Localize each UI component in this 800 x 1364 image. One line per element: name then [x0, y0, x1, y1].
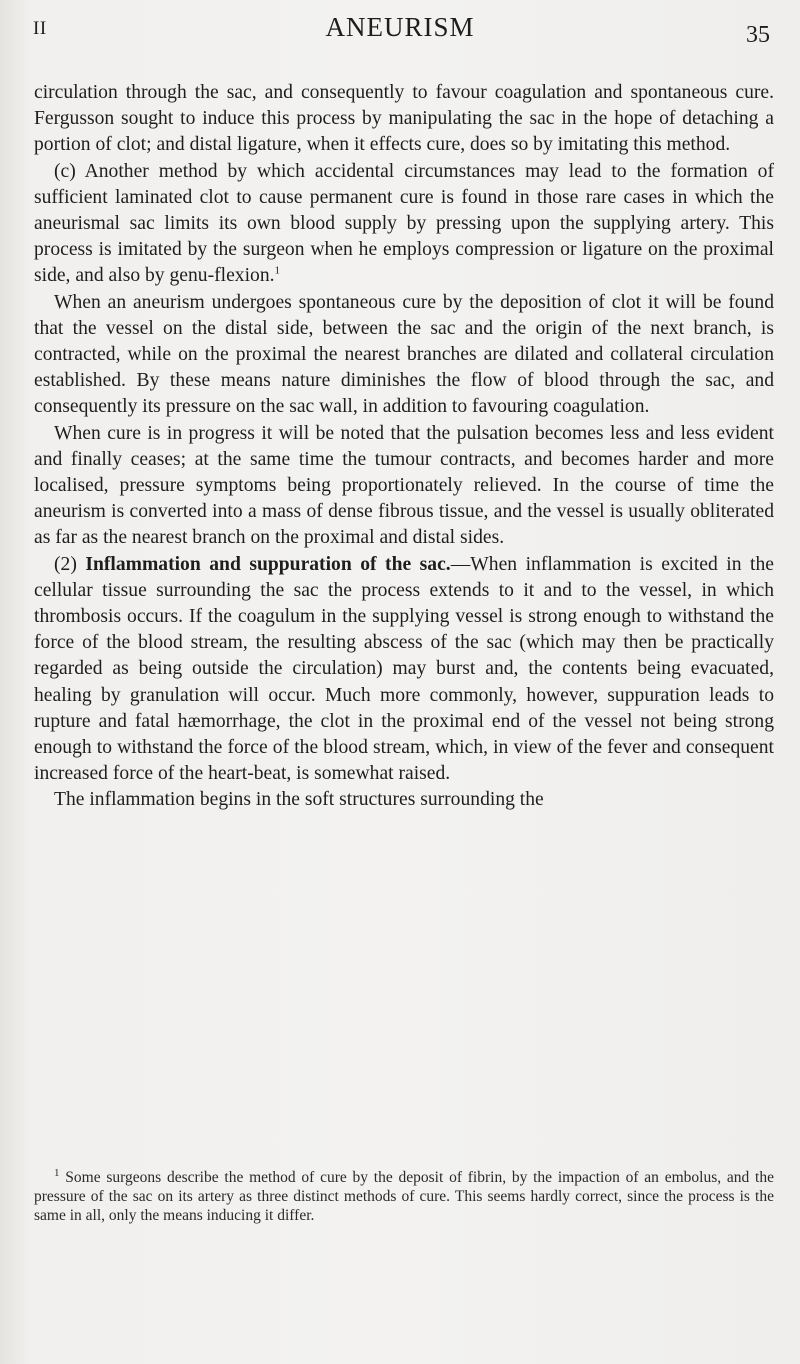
paragraph [34, 290, 774, 421]
page-number: 35 [746, 22, 770, 48]
footnote-text: Some surgeons describe the method of cure by the deposit of fibrin, by the impaction of an embolus, and the pressure of the sac on its artery as three distinct methods of cure. This seems hardly correct, since the process is the same in all, only the means inducing it differ. [34, 1169, 774, 1224]
page-header [0, 12, 800, 56]
paragraph [34, 80, 774, 159]
section-heading: Inflammation and suppuration of the sac. [85, 553, 451, 575]
paragraph [34, 159, 774, 290]
paragraph-text: When cure is in progress it will be noted that the pulsation becomes less and less evident and finally ceases; at the same time the tumour contracts, and becomes harder and more localised, pressure symptoms being proportionately relieved. In the course of time the aneurism is converted into a mass of dense fibrous tissue, and the vessel is usually obliterated as far as the nearest branch on the proximal and distal sides. [34, 422, 774, 549]
section-number: (2) [54, 553, 86, 575]
paragraph-text: —When inflammation is excited in the cellular tissue surrounding the sac the process extends to it and to the vessel, in which thrombosis occurs. If the coagulum in the supplying vessel is strong enough to withstand the force of the blood stream, the resulting abscess of the sac (which may then be practically regarded as being outside the circulation) may burst and, the contents being evacuated, healing by granulation will occur. Much more commonly, however, suppuration leads to rupture and fatal hæmorrhage, the clot in the proximal end of the vessel not being strong enough to withstand the force of the blood stream, which, in view of the fever and consequent increased force of the heart-beat, is somewhat raised. [34, 553, 774, 785]
paragraph-text: The inflammation begins in the soft structures surrounding the [54, 789, 544, 811]
paragraph-text: When an aneurism undergoes spontaneous cure by the deposition of clot it will be found that the vessel on the distal side, between the sac and the origin of the next branch, is contracted, while on the proximal the nearest branches are dilated and collateral circulation established. By these means nature diminishes the flow of blood through the sac, and consequently its pressure on the sac wall, in addition to favouring coagulation. [34, 291, 774, 418]
paragraph [34, 787, 774, 813]
paragraph [34, 552, 774, 788]
paragraph-text: (c) Another method by which accidental circumstances may lead to the formation of sufficient laminated clot to cause permanent cure is found in those rare cases in which the aneurismal sac limits its own blood supply by pressing upon the supplying artery. This process is imitated by the surgeon when he employs compression or ligature on the proximal side, and also by genu-flexion. [34, 160, 774, 287]
footnote [34, 1168, 774, 1225]
paragraph-text: circulation through the sac, and consequently to favour coagulation and spontaneous cure. Fergusson sought to induce this process by manipulating the sac in the hope of detaching a portion of clot; and distal ligature, when it effects cure, does so by imitating this method. [34, 82, 774, 156]
paragraph [34, 421, 774, 552]
footnotes [34, 1168, 774, 1225]
chapter-number: II [33, 18, 47, 39]
footnote-reference[interactable]: 1 [274, 264, 281, 277]
body-text [34, 80, 774, 814]
footnote-marker: 1 [54, 1166, 60, 1179]
running-title: ANEURISM [325, 12, 475, 42]
